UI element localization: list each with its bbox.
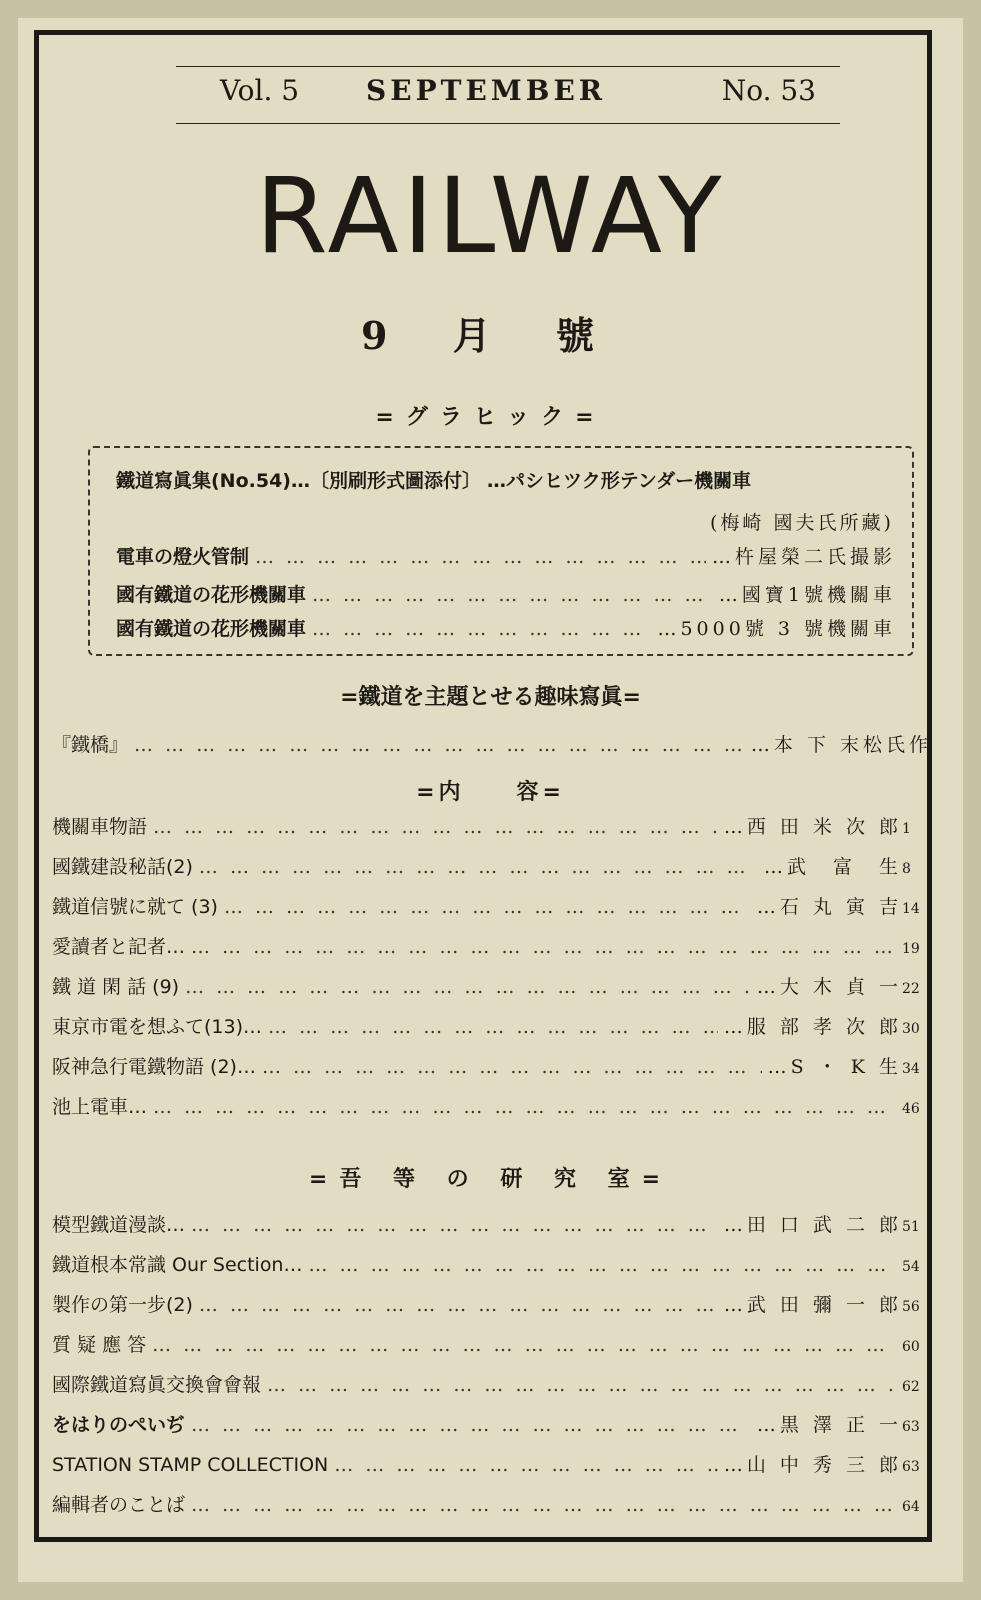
- leader-dots: [153, 816, 718, 838]
- toc-page-number: 30: [902, 1021, 920, 1037]
- toc-title: 國際鐵道寫眞交換會會報: [52, 1374, 262, 1396]
- toc-title: 池上電車…: [52, 1096, 148, 1118]
- graphic-item-credit: (梅崎 國夫氏所藏): [710, 512, 894, 534]
- leader-dots: [312, 618, 651, 640]
- toc-page-number: 51: [902, 1219, 920, 1235]
- toc-author: …田 口 武 二 郎: [723, 1214, 902, 1236]
- toc-title: 機關車物語: [52, 816, 148, 838]
- toc-row: [52, 932, 928, 959]
- graphic-item-credit: …5000號 3 號機關車: [657, 618, 896, 640]
- toc-page-number: 1: [902, 821, 911, 837]
- toc-row: [52, 892, 928, 919]
- toc-row: [52, 1450, 928, 1477]
- month-label: SEPTEMBER: [366, 74, 607, 107]
- leader-dots: [312, 584, 713, 606]
- toc-row: [52, 1012, 928, 1039]
- toc-page-number: 34: [902, 1061, 920, 1077]
- issue-info-bar: [176, 66, 840, 124]
- toc-row: [52, 852, 928, 879]
- toc-title: をはりのぺいぢ: [52, 1414, 186, 1436]
- toc-title: 愛讀者と記者…: [52, 936, 186, 958]
- graphic-item-credit: …杵屋榮二氏撮影: [711, 546, 896, 568]
- graphic-item-title: 國有鐵道の花形機關車: [116, 618, 307, 640]
- toc-title: 國鐵建設秘話(2): [52, 856, 193, 878]
- toc-page-number: 62: [902, 1379, 920, 1395]
- leader-dots: [153, 1096, 896, 1118]
- toc-author: …大 木 貞 一: [756, 976, 902, 998]
- toc-author: …西 田 米 次 郎: [723, 816, 902, 838]
- leader-dots: [224, 896, 751, 918]
- toc-page-number: 14: [902, 901, 920, 917]
- toc-author: …黒 澤 正 一: [756, 1414, 902, 1436]
- leader-dots: [262, 1056, 762, 1078]
- graphic-item-title: 電車の燈火管制: [116, 546, 250, 568]
- section-heading-contents: =内 容=: [416, 780, 565, 805]
- toc-row: [52, 972, 928, 999]
- toc-title: 質 疑 應 答: [52, 1334, 147, 1356]
- toc-row: [52, 1490, 928, 1517]
- toc-page-number: 64: [902, 1499, 920, 1515]
- leader-dots: [191, 1214, 718, 1236]
- graphic-item: [116, 466, 896, 493]
- toc-title: 編輯者のことば: [52, 1494, 186, 1516]
- photo-item-title: 『鐵橋』: [52, 734, 129, 756]
- toc-row: [52, 1210, 928, 1237]
- toc-title: 製作の第一步(2): [52, 1294, 193, 1316]
- leader-dots: [255, 546, 706, 568]
- graphic-item: [116, 542, 896, 569]
- leader-dots: [134, 734, 745, 756]
- graphic-item: [116, 580, 896, 607]
- leader-dots: [199, 856, 758, 878]
- toc-row: [52, 1092, 928, 1119]
- toc-author: …S ・ K 生: [767, 1056, 902, 1078]
- toc-page-number: 19: [902, 941, 920, 957]
- graphic-item-title: 國有鐵道の花形機關車: [116, 584, 307, 606]
- leader-dots: [308, 1254, 896, 1276]
- section-heading-graphic: =グラヒック=: [375, 405, 606, 430]
- toc-row: [52, 1052, 928, 1079]
- toc-page-number: 56: [902, 1299, 920, 1315]
- toc-row: [52, 1290, 928, 1317]
- leader-dots: [267, 1374, 896, 1396]
- graphic-item-title: 鐵道寫眞集(No.54)…〔別刷形式圖添付〕: [116, 470, 481, 492]
- toc-page-number: 46: [902, 1101, 920, 1117]
- leader-dots: [185, 976, 751, 998]
- toc-row: [52, 1370, 928, 1397]
- toc-page-number: 54: [902, 1259, 920, 1275]
- section-heading-lab: =吾 等 の 研 究 室=: [308, 1167, 673, 1192]
- toc-page-number: 8: [902, 861, 911, 877]
- leader-dots: [191, 936, 896, 958]
- toc-page-number: 63: [902, 1419, 920, 1435]
- leader-dots: [199, 1294, 718, 1316]
- toc-row: [52, 1410, 928, 1437]
- graphic-item-credit: …パシヒツク形テンダー機關車: [486, 470, 752, 492]
- toc-title: 模型鐵道漫談…: [52, 1214, 186, 1236]
- leader-dots: [268, 1016, 718, 1038]
- issue-number-label: No. 53: [721, 74, 816, 107]
- graphic-item-credit: …國寶1號機關車: [718, 584, 896, 606]
- toc-row: [52, 1250, 928, 1277]
- toc-title: 鐵道信號に就て (3): [52, 896, 218, 918]
- toc-title: 鐵道根本常識 Our Section…: [52, 1254, 303, 1276]
- leader-dots: [191, 1494, 896, 1516]
- toc-page-number: 63: [902, 1459, 920, 1475]
- toc-title: 東京市電を想ふて(13)…: [52, 1016, 263, 1038]
- photo-item: [52, 730, 932, 757]
- toc-row: [52, 812, 928, 839]
- toc-author: …石 丸 寅 吉: [756, 896, 902, 918]
- volume-label: Vol. 5: [220, 74, 300, 107]
- toc-page-number: 22: [902, 981, 920, 997]
- issue-title: 9 月 號: [361, 313, 620, 358]
- section-heading-photo: =鐵道を主題とせる趣味寫眞=: [340, 685, 641, 710]
- graphic-item: [116, 614, 896, 641]
- masthead-title: RAILWAY: [255, 155, 726, 277]
- toc-title: 鐵 道 閑 話 (9): [52, 976, 180, 998]
- leader-dots: [191, 1414, 751, 1436]
- leader-dots: [334, 1454, 718, 1476]
- toc-author: …服 部 孝 次 郎: [723, 1016, 902, 1038]
- toc-row: [52, 1330, 928, 1357]
- toc-author: …山 中 秀 三 郎: [723, 1454, 902, 1476]
- photo-item-author: …本 下 末松氏作: [750, 734, 932, 756]
- toc-title: STATION STAMP COLLECTION: [52, 1454, 329, 1476]
- toc-title: 阪神急行電鐵物語 (2)…: [52, 1056, 256, 1078]
- toc-author: …武 田 彌 一 郎: [723, 1294, 902, 1316]
- toc-author: …武 富 生: [763, 856, 902, 878]
- toc-page-number: 60: [902, 1339, 920, 1355]
- leader-dots: [152, 1334, 896, 1356]
